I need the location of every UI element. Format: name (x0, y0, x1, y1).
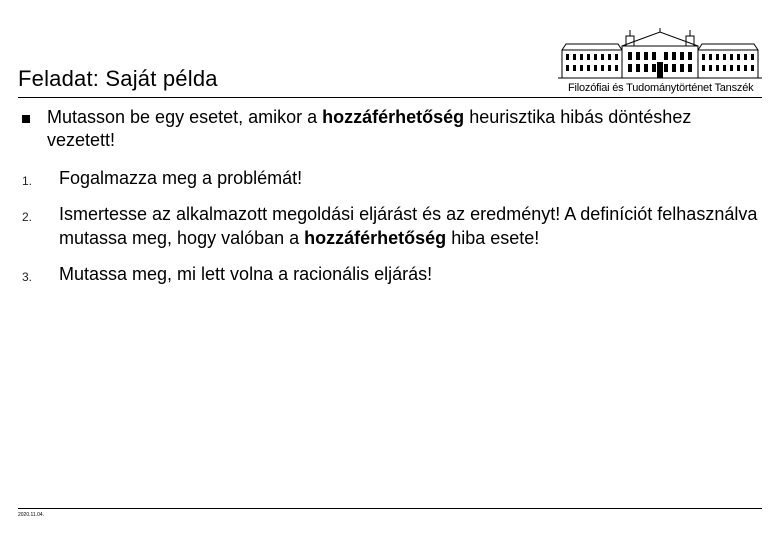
building-icon (556, 28, 764, 80)
main-bullet-text (47, 106, 762, 152)
list-item-text-part2: hiba esete! (446, 228, 540, 248)
logo-caption: Filozófiai és Tudománytörténet Tanszék (568, 82, 754, 94)
list-item-text (59, 202, 759, 250)
main-bullet-text-part1: Mutasson be egy esetet, amikor a (47, 107, 323, 127)
list-item-text: Fogalmazza meg a problémát! (59, 168, 303, 188)
list-item-text: Mutassa meg, mi lett volna a racionális eljárás! (59, 264, 433, 284)
list-item-number: 2. (22, 210, 33, 224)
main-bullet-bold: hozzáférhetőség (322, 107, 465, 127)
list-item-number: 1. (22, 174, 33, 188)
main-bullet-text-part2: heurisztika hibás döntéshez vezetett! (47, 107, 692, 150)
list-item-number: 3. (22, 270, 33, 284)
slide-title: Feladat: Saját példa (18, 66, 218, 91)
list-item-bold: hozzáférhetőség (304, 228, 447, 248)
footer-divider (18, 508, 762, 509)
list-item-text-part1: Ismertesse az alkalmazott megoldási eljárást és az eredményt! A definíciót felhasználva mutassa meg, hogy valóban a (59, 204, 758, 248)
footer-date: 2020.11.04. (18, 512, 45, 518)
square-bullet-icon (22, 115, 30, 123)
